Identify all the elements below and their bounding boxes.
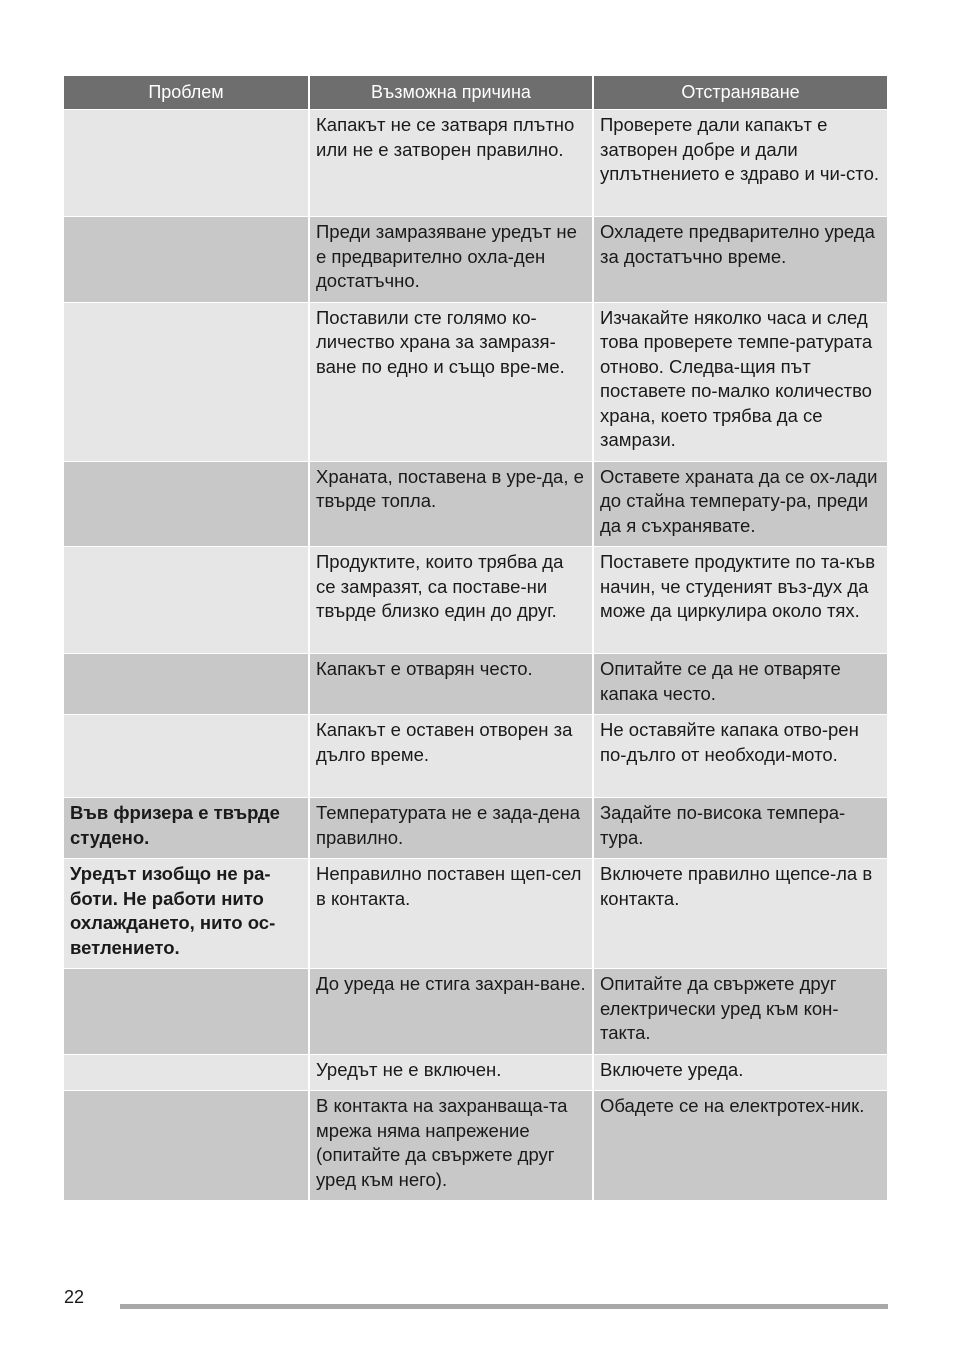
table-row: [64, 715, 887, 798]
remedy-cell: Включете уреда.: [593, 1054, 887, 1091]
table-row: [64, 859, 887, 969]
cause-cell: Температурата не е зада-дена правилно.: [309, 798, 593, 859]
problem-cell: Уредът изобщо не ра-боти. Не работи нито охлаждането, нито ос-ветлението.: [64, 859, 309, 969]
remedy-cell: Не оставяйте капака отво-рен по-дълго от необходи-мото.: [593, 715, 887, 798]
remedy-cell: Оставете храната да се ох-лади до стайна температу-ра, преди да я съхранявате.: [593, 461, 887, 547]
problem-cell: [64, 461, 309, 547]
table-row: [64, 461, 887, 547]
cause-cell: В контакта на захранваща-та мрежа няма напрежение (опитайте да свържете друг уред към него).: [309, 1091, 593, 1201]
remedy-cell: Включете правилно щепсе-ла в контакта.: [593, 859, 887, 969]
cause-cell: Преди замразяване уредът не е предварително охла-ден достатъчно.: [309, 217, 593, 303]
cause-cell: Капакът не се затваря плътно или не е затворен правилно.: [309, 110, 593, 217]
problem-cell: [64, 1091, 309, 1201]
cause-cell: Поставили сте голямо ко-личество храна за замразя-ване по едно и също вре-ме.: [309, 302, 593, 461]
table-row: [64, 547, 887, 654]
footer-rule: [120, 1304, 888, 1309]
problem-cell: [64, 547, 309, 654]
remedy-cell: Проверете дали капакът е затворен добре и дали уплътнението е здраво и чи-сто.: [593, 110, 887, 217]
table-row: [64, 110, 887, 217]
cause-cell: До уреда не стига захран-ване.: [309, 969, 593, 1055]
troubleshooting-table: [64, 76, 887, 1200]
page-number: 22: [64, 1287, 85, 1307]
table-row: [64, 1091, 887, 1201]
cause-cell: Капакът е отварян често.: [309, 654, 593, 715]
table-row: [64, 654, 887, 715]
table-row: [64, 217, 887, 303]
problem-cell: Във фризера е твърде студено.: [64, 798, 309, 859]
remedy-cell: Охладете предварително уреда за достатъчно време.: [593, 217, 887, 303]
table-row: [64, 1054, 887, 1091]
header-problem: Проблем: [64, 76, 309, 110]
cause-cell: Храната, поставена в уре-да, е твърде топла.: [309, 461, 593, 547]
remedy-cell: Опитайте се да не отваряте капака често.: [593, 654, 887, 715]
table-header-row: [64, 76, 887, 110]
problem-cell: [64, 969, 309, 1055]
cause-cell: Капакът е оставен отворен за дълго време.: [309, 715, 593, 798]
cause-cell: Уредът не е включен.: [309, 1054, 593, 1091]
problem-cell: [64, 1054, 309, 1091]
problem-cell: [64, 715, 309, 798]
remedy-cell: Задайте по-висока темпера-тура.: [593, 798, 887, 859]
remedy-cell: Обадете се на електротех-ник.: [593, 1091, 887, 1201]
problem-cell: [64, 110, 309, 217]
problem-cell: [64, 302, 309, 461]
header-cause: Възможна причина: [309, 76, 593, 110]
table-row: [64, 798, 887, 859]
remedy-cell: Опитайте да свържете друг електрически уред към кон-такта.: [593, 969, 887, 1055]
cause-cell: Продуктите, които трябва да се замразят, са поставе-ни твърде близко един до друг.: [309, 547, 593, 654]
table-row: [64, 302, 887, 461]
cause-cell: Неправилно поставен щеп-сел в контакта.: [309, 859, 593, 969]
table-row: [64, 969, 887, 1055]
header-remedy: Отстраняване: [593, 76, 887, 110]
problem-cell: [64, 217, 309, 303]
problem-cell: [64, 654, 309, 715]
remedy-cell: Поставете продуктите по та-къв начин, че студеният въз-дух да може да циркулира около тях.: [593, 547, 887, 654]
remedy-cell: Изчакайте няколко часа и след това проверете темпе-ратурата отново. Следва-щия път поставете по-малко количество храна, което трябва да се замрази.: [593, 302, 887, 461]
